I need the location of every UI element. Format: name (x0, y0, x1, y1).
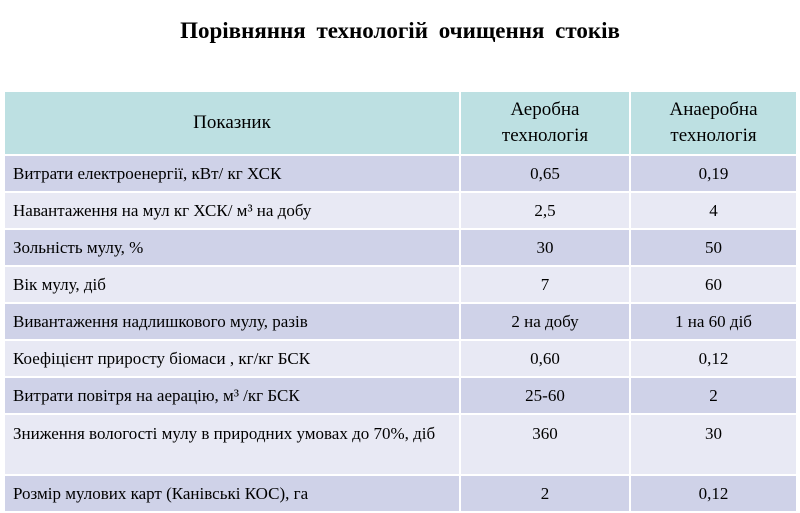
row-label: Вивантаження надлишкового мулу, разів (5, 303, 460, 340)
aerobic-value: 2,5 (460, 192, 630, 229)
table-row (5, 266, 796, 303)
anaerobic-value: 0,12 (630, 340, 796, 377)
page-title: Порівняння технологій очищення стоків (180, 18, 620, 43)
table-row (5, 377, 796, 414)
row-label: Витрати електроенергії, кВт/ кг ХСК (5, 155, 460, 192)
header-anaerobic: Анаеробна технологія (630, 92, 796, 155)
anaerobic-value: 60 (630, 266, 796, 303)
anaerobic-value: 0,19 (630, 155, 796, 192)
table-row (5, 229, 796, 266)
anaerobic-value: 2 (630, 377, 796, 414)
aerobic-value: 25-60 (460, 377, 630, 414)
anaerobic-value: 30 (630, 414, 796, 475)
anaerobic-value: 50 (630, 229, 796, 266)
table-row (5, 475, 796, 512)
aerobic-value: 7 (460, 266, 630, 303)
anaerobic-value: 0,12 (630, 475, 796, 512)
aerobic-value: 360 (460, 414, 630, 475)
row-label: Вік мулу, діб (5, 266, 460, 303)
row-label: Зниження вологості мулу в природних умовах до 70%, діб (5, 414, 460, 475)
aerobic-value: 0,60 (460, 340, 630, 377)
row-label: Витрати повітря на аерацію, м³ /кг БСК (5, 377, 460, 414)
row-label: Коефіцієнт приросту біомаси , кг/кг БСК (5, 340, 460, 377)
row-label: Зольність мулу, % (5, 229, 460, 266)
aerobic-value: 2 на добу (460, 303, 630, 340)
header-aerobic: Аеробна технологія (460, 92, 630, 155)
table-row (5, 414, 796, 475)
header-indicator: Показник (5, 92, 460, 155)
comparison-table (5, 92, 796, 513)
aerobic-value: 0,65 (460, 155, 630, 192)
anaerobic-value: 4 (630, 192, 796, 229)
row-label: Навантаження на мул кг ХСК/ м³ на добу (5, 192, 460, 229)
row-label: Розмір мулових карт (Канівські КОС), га (5, 475, 460, 512)
aerobic-value: 2 (460, 475, 630, 512)
table-header-row (5, 92, 796, 155)
table-row (5, 155, 796, 192)
table-row (5, 340, 796, 377)
table-row (5, 192, 796, 229)
anaerobic-value: 1 на 60 діб (630, 303, 796, 340)
table-row (5, 303, 796, 340)
aerobic-value: 30 (460, 229, 630, 266)
